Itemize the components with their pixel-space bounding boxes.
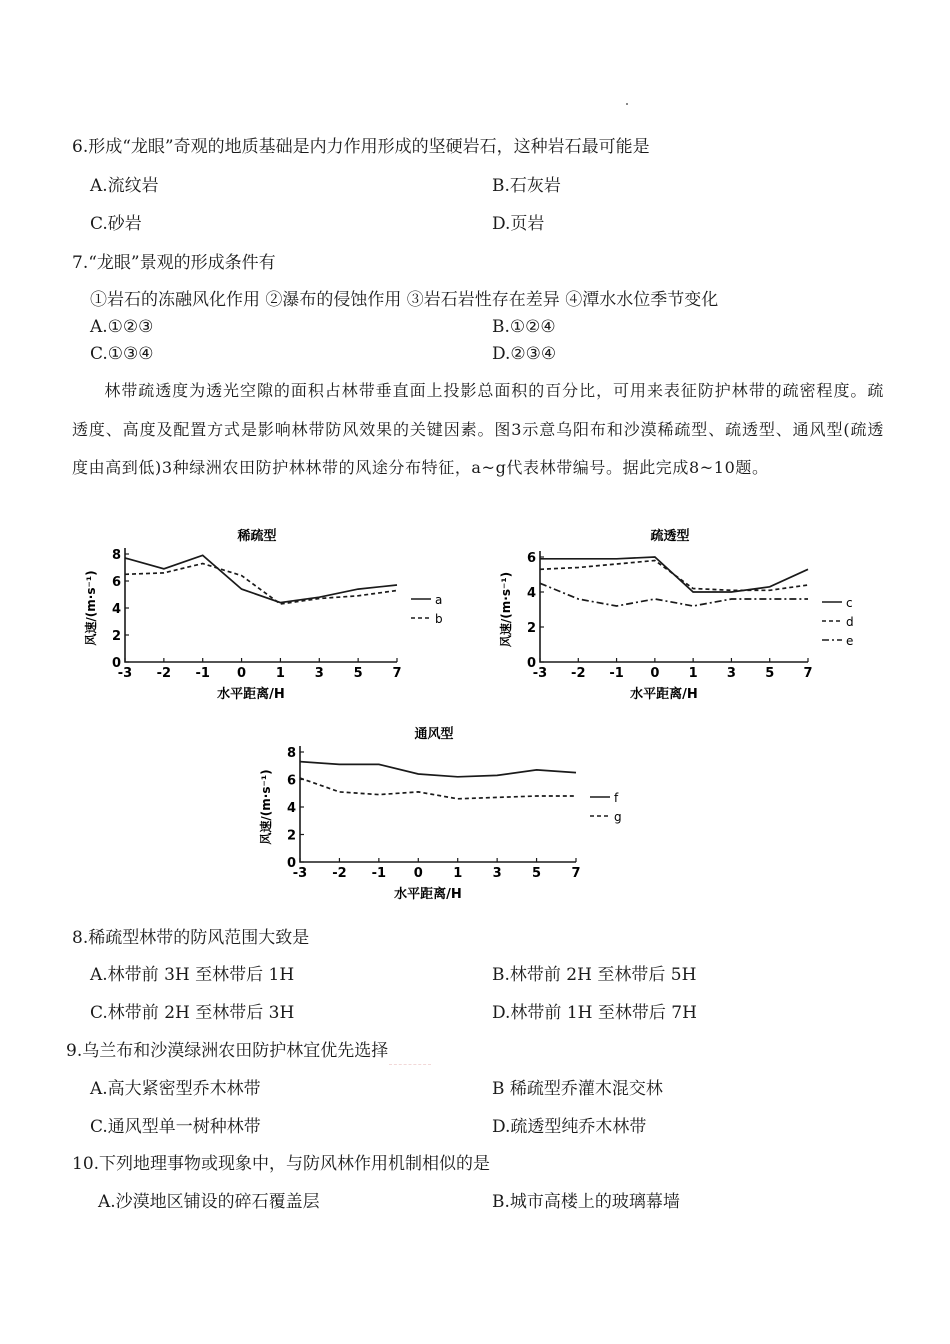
q7-stem: 7.“龙眼”景观的形成条件有 (72, 253, 276, 273)
y-axis-label: 风速/(m·s⁻¹) (84, 570, 98, 646)
y-axis-label: 风速/(m·s⁻¹) (259, 769, 273, 845)
x-tick-label: -3 (117, 666, 133, 681)
y-tick-label: 0 (526, 656, 536, 671)
q9-option-b[interactable]: B 稀疏型乔灌木混交林 (492, 1079, 663, 1099)
y-tick-label: 2 (111, 629, 121, 644)
x-axis-label: 水平距离/H (394, 887, 462, 902)
legend-label-f: f (614, 791, 619, 805)
x-tick-label: 0 (413, 866, 423, 881)
chart-permeable-type (495, 520, 875, 710)
q6-option-a[interactable]: A.流纹岩 (90, 176, 159, 196)
y-axis-label: 风速/(m·s⁻¹) (499, 571, 513, 648)
q8-option-c[interactable]: C.林带前 2H 至林带后 3H (90, 1003, 295, 1023)
y-tick-label: 4 (286, 801, 296, 816)
q8-stem: 8.稀疏型林带的防风范围大致是 (72, 928, 310, 948)
x-tick-label: 3 (726, 666, 736, 681)
y-tick-label: 6 (111, 575, 121, 590)
legend-label-g: g (614, 810, 622, 824)
series-line-b (125, 564, 397, 605)
x-tick-label: 1 (453, 866, 463, 881)
y-tick-label: 6 (526, 551, 536, 566)
x-tick-label: 5 (532, 866, 542, 881)
chart-ventilated-type (255, 718, 645, 908)
q9-option-d[interactable]: D.疏透型纯乔木林带 (492, 1117, 647, 1137)
chart-sparse-type (80, 520, 450, 710)
y-tick-label: 0 (286, 856, 296, 871)
x-tick-label: 0 (650, 666, 660, 681)
chart-title: 稀疏型 (237, 529, 277, 544)
q9-option-a[interactable]: A.高大紧密型乔木林带 (90, 1079, 261, 1099)
material-text: 林带疏透度为透光空隙的面积占林带垂直面上投影总面积的百分比，可用来表征防护林带的疏密程度。疏透度、高度及配置方式是影响林带防风效果的关键因素。图3示意乌阳布和沙漠稀疏型、疏透型、通风型(疏透度由高到低)3种绿洲农田防护林林带的风途分布特征，a~g代表林带编号。据此完成8~10题。 (72, 381, 884, 477)
legend-label-e: e (846, 634, 854, 648)
x-tick-label: 3 (492, 866, 502, 881)
q6-option-c[interactable]: C.砂岩 (90, 214, 142, 234)
q7-option-b[interactable]: B.①②④ (492, 317, 556, 337)
series-line-f (300, 762, 576, 777)
x-tick-label: 5 (353, 666, 363, 681)
q6-stem: 6.形成“龙眼”奇观的地质基础是内力作用形成的坚硬岩石，这种岩石最可能是 (72, 137, 650, 157)
q6-option-b[interactable]: B.石灰岩 (492, 176, 561, 196)
q7-items: ①岩石的冻融风化作用 ②瀑布的侵蚀作用 ③岩石岩性存在差异 ④潭水水位季节变化 (90, 290, 719, 310)
series-line-g (300, 778, 576, 799)
q8-option-d[interactable]: D.林带前 1H 至林带后 7H (492, 1003, 697, 1023)
x-tick-label: 0 (237, 666, 247, 681)
y-tick-label: 4 (111, 602, 121, 617)
x-tick-label: -2 (571, 666, 586, 681)
x-axis-label: 水平距离/H (217, 687, 285, 702)
q7-option-a[interactable]: A.①②③ (90, 317, 154, 337)
y-tick-label: 2 (526, 621, 536, 636)
chart-axes (300, 746, 576, 862)
x-tick-label: 7 (571, 866, 581, 881)
series-line-c (540, 557, 808, 592)
q9-option-c[interactable]: C.通风型单一树种林带 (90, 1117, 261, 1137)
y-tick-label: 6 (286, 773, 296, 789)
x-tick-label: -2 (332, 866, 347, 881)
x-tick-label: -2 (156, 666, 172, 681)
chart-axes (540, 551, 808, 662)
q10-stem: 10.下列地理事物或现象中，与防风林作用机制相似的是 (72, 1154, 491, 1174)
y-tick-label: 8 (286, 746, 296, 761)
x-tick-label: 1 (275, 666, 285, 681)
chart-axes (125, 548, 397, 662)
legend-label-a: a (435, 593, 443, 607)
material-paragraph (72, 372, 884, 488)
x-tick-label: 7 (392, 666, 402, 681)
q10-option-b[interactable]: B.城市高楼上的玻璃幕墙 (492, 1192, 680, 1212)
x-tick-label: -1 (195, 666, 210, 681)
y-tick-label: 0 (111, 656, 121, 671)
q7-option-c[interactable]: C.①③④ (90, 344, 154, 364)
y-tick-label: 4 (526, 586, 536, 601)
chart-title: 疏透型 (650, 529, 690, 544)
x-tick-label: 5 (765, 666, 775, 681)
x-tick-label: -1 (609, 666, 624, 681)
q10-option-a[interactable]: A.沙漠地区铺设的碎石覆盖层 (98, 1192, 320, 1212)
x-tick-label: -3 (532, 666, 548, 681)
faint-stamp (389, 1046, 431, 1065)
chart-title: 通风型 (414, 727, 454, 742)
q8-option-b[interactable]: B.林带前 2H 至林带后 5H (492, 965, 697, 985)
q9-stem: 9.乌兰布和沙漠绿洲农田防护林宜优先选择 (66, 1041, 389, 1061)
x-axis-label: 水平距离/H (630, 687, 698, 702)
y-tick-label: 2 (286, 828, 296, 844)
q8-option-a[interactable]: A.林带前 3H 至林带后 1H (90, 965, 295, 985)
series-line-a (125, 555, 397, 602)
legend-label-b: b (435, 612, 443, 626)
legend-label-c: c (846, 596, 853, 610)
x-tick-label: 7 (803, 666, 813, 681)
scan-speck (626, 103, 628, 105)
x-tick-label: 3 (314, 666, 324, 681)
x-tick-label: 1 (688, 666, 698, 681)
legend-label-d: d (846, 615, 854, 629)
x-tick-label: -3 (292, 866, 308, 881)
x-tick-label: -1 (371, 866, 387, 881)
q6-option-d[interactable]: D.页岩 (492, 214, 545, 234)
y-tick-label: 8 (111, 548, 121, 563)
q7-option-d[interactable]: D.②③④ (492, 344, 557, 364)
